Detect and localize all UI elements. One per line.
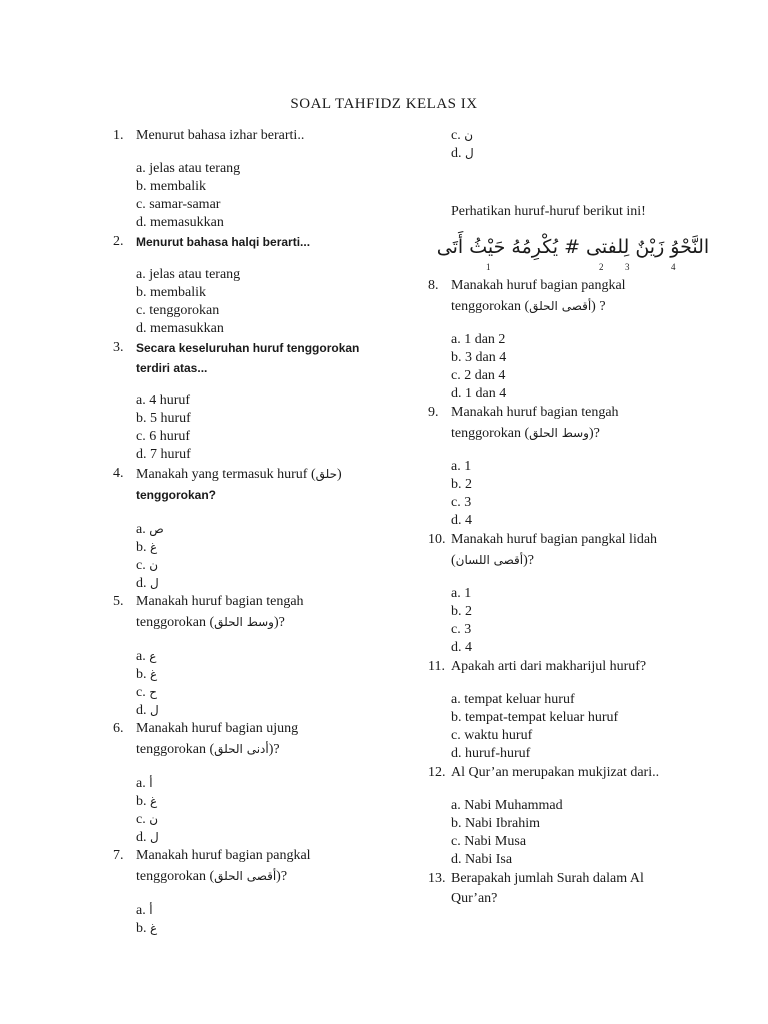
options-1: [136, 160, 423, 232]
letter-markers: [428, 262, 718, 276]
option: a. ع: [136, 649, 157, 664]
option: b. غ: [136, 540, 158, 555]
options-7-continued: [451, 126, 718, 162]
instruction-text: Perhatikan huruf-huruf berikut ini!: [451, 204, 646, 219]
option: b. 5 huruf: [136, 411, 191, 426]
option: d. 4: [451, 640, 472, 655]
left-column: [113, 126, 423, 937]
marker-4: 4: [671, 262, 676, 272]
option: d. ل: [136, 576, 159, 591]
option: c. ح: [136, 685, 157, 700]
arabic-verse: النَّحْوُ زَيْنٌ لِلفتى # يُكْرِمُهُ حَيْثُ أَتَى: [436, 236, 710, 258]
option: d. memasukkan: [136, 321, 224, 336]
option: c. ن: [451, 128, 474, 143]
option: b. 2: [451, 477, 472, 492]
option: d. 7 huruf: [136, 447, 191, 462]
option: a. jelas atau terang: [136, 161, 241, 176]
question-9: 9. Manakah huruf bagian tengah tenggorokan (وسط الحلق)?: [428, 405, 619, 441]
marker-3: 3: [625, 262, 630, 272]
option: c. ن: [136, 812, 159, 827]
option: b. غ: [136, 921, 158, 936]
option: c. Nabi Musa: [451, 834, 527, 849]
option: d. Nabi Isa: [451, 852, 513, 867]
option: d. ل: [136, 830, 159, 845]
options-4: [136, 520, 423, 592]
option: d. huruf-huruf: [451, 746, 531, 761]
question-2: 2. Menurut bahasa halqi berarti...: [113, 234, 311, 249]
options-8: [451, 331, 718, 403]
options-10: [451, 585, 718, 657]
options-6: [136, 774, 423, 846]
option: d. memasukkan: [136, 215, 224, 230]
option: a. أ: [136, 903, 153, 918]
option: d. ل: [451, 146, 474, 161]
page-title: SOAL TAHFIDZ KELAS IX: [290, 96, 478, 112]
option: c. 3: [451, 622, 472, 637]
question-6: 6. Manakah huruf bagian ujung tenggorokan (أدنى الحلق)?: [113, 721, 299, 757]
option: a. 1: [451, 586, 472, 601]
option: c. waktu huruf: [451, 728, 533, 743]
option: a. 1: [451, 459, 472, 474]
option: d. 4: [451, 513, 472, 528]
options-3: [136, 392, 423, 464]
marker-1: 1: [486, 262, 491, 272]
options-11: [451, 691, 718, 763]
options-5: [136, 647, 423, 719]
question-1: 1. Menurut bahasa izhar berarti..: [113, 128, 305, 143]
option: b. tempat-tempat keluar huruf: [451, 710, 619, 725]
option: b. membalik: [136, 285, 206, 300]
option: b. membalik: [136, 179, 206, 194]
option: a. jelas atau terang: [136, 267, 241, 282]
option: b. 3 dan 4: [451, 350, 507, 365]
option: c. 2 dan 4: [451, 368, 506, 383]
options-12: [451, 797, 718, 869]
question-4: 4. Manakah yang termasuk huruf (حلق) tenggorokan?: [113, 466, 342, 502]
right-column: [428, 126, 718, 909]
option: b. 2: [451, 604, 472, 619]
options-2: [136, 266, 423, 338]
options-9: [451, 458, 718, 530]
option: b. Nabi Ibrahim: [451, 816, 541, 831]
marker-2: 2: [599, 262, 604, 272]
option: d. 1 dan 4: [451, 386, 507, 401]
question-8: 8. Manakah huruf bagian pangkal tenggorokan (أقصى الحلق) ?: [428, 278, 626, 314]
option: a. 4 huruf: [136, 393, 191, 408]
option: a. tempat keluar huruf: [451, 692, 575, 707]
option: b. غ: [136, 667, 158, 682]
question-12: 12. Al Qur’an merupakan mukjizat dari..: [428, 765, 660, 780]
question-7: 7. Manakah huruf bagian pangkal tenggorokan (أقصى الحلق)?: [113, 848, 311, 884]
options-7: [136, 901, 423, 937]
option: c. ن: [136, 558, 159, 573]
option: c. tenggorokan: [136, 303, 220, 318]
option: d. ل: [136, 703, 159, 718]
option: a. 1 dan 2: [451, 332, 506, 347]
option: c. 3: [451, 495, 472, 510]
question-13: 13. Berapakah jumlah Surah dalam Al Qur’an?: [428, 871, 644, 906]
question-10: 10. Manakah huruf bagian pangkal lidah (أقصى اللسان)?: [428, 532, 658, 568]
question-3: 3. Secara keseluruhan huruf tenggorokan terdiri atas...: [113, 340, 360, 375]
option: b. غ: [136, 794, 158, 809]
option: a. Nabi Muhammad: [451, 798, 563, 813]
question-11: 11. Apakah arti dari makharijul huruf?: [428, 659, 647, 674]
option: a. أ: [136, 776, 153, 791]
option: c. 6 huruf: [136, 429, 191, 444]
option: a. ص: [136, 522, 164, 537]
option: c. samar-samar: [136, 197, 221, 212]
question-5: 5. Manakah huruf bagian tengah tenggorokan (وسط الحلق)?: [113, 594, 304, 630]
